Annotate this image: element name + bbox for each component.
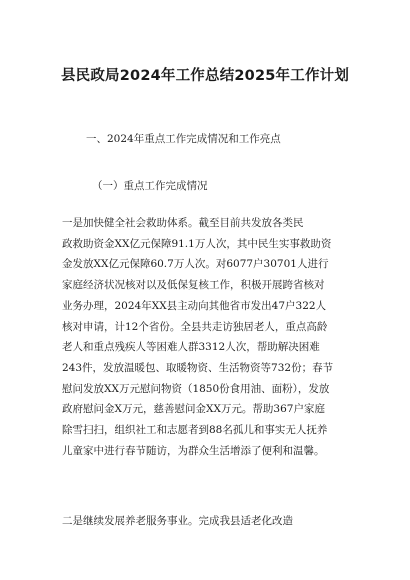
paragraph-line: 243件，发放温暖包、取暖物资、生活物资等732份；春节 [62, 361, 334, 374]
paragraph-line: 政府慰问金X万元，慈善慰问金XX万元。帮助367户家庭 [62, 403, 325, 416]
section-heading-1: 一、2024年重点工作完成情况和工作亮点 [86, 133, 281, 145]
paragraph-line: 慰问发放XX万元慰问物资（1850份食用油、面粉），发放 [62, 382, 330, 395]
paragraph-1 [62, 213, 353, 461]
paragraph-line: 政救助资金XX亿元保障91.1万人次，其中民生实事救助资 [62, 237, 332, 250]
paragraph-2: 二是继续发展养老服务事业。完成我县适老化改造 [62, 515, 293, 527]
subsection-heading: （一）重点工作完成情况 [92, 180, 208, 192]
paragraph-line: 家庭经济状况核对以及低保复核工作，积极开展跨省核对 [62, 279, 325, 292]
paragraph-line: 金发放XX亿元保障60.7万人次。对6077户30701人进行 [62, 258, 329, 271]
paragraph-line: 儿童家中进行春节随访，为群众生活增添了便利和温馨。 [62, 444, 325, 457]
paragraph-line: 业务办理，2024年XX县主动向其他省市发出47户322人 [62, 299, 327, 312]
paragraph-line: 一是加快健全社会救助体系。截至目前共发放各类民 [62, 217, 304, 229]
paragraph-line: 核对申请，计12个省份。全县共走访独居老人，重点高龄 [62, 320, 328, 333]
paragraph-line: 老人和重点残疾人等困难人群3312人次，帮助解决困难 [62, 341, 320, 354]
paragraph-line: 除雪扫扫，组织社工和志愿者到88名孤儿和事实无人抚养 [62, 424, 328, 437]
document-title: 县民政局2024年工作总结2025年工作计划 [60, 68, 350, 84]
